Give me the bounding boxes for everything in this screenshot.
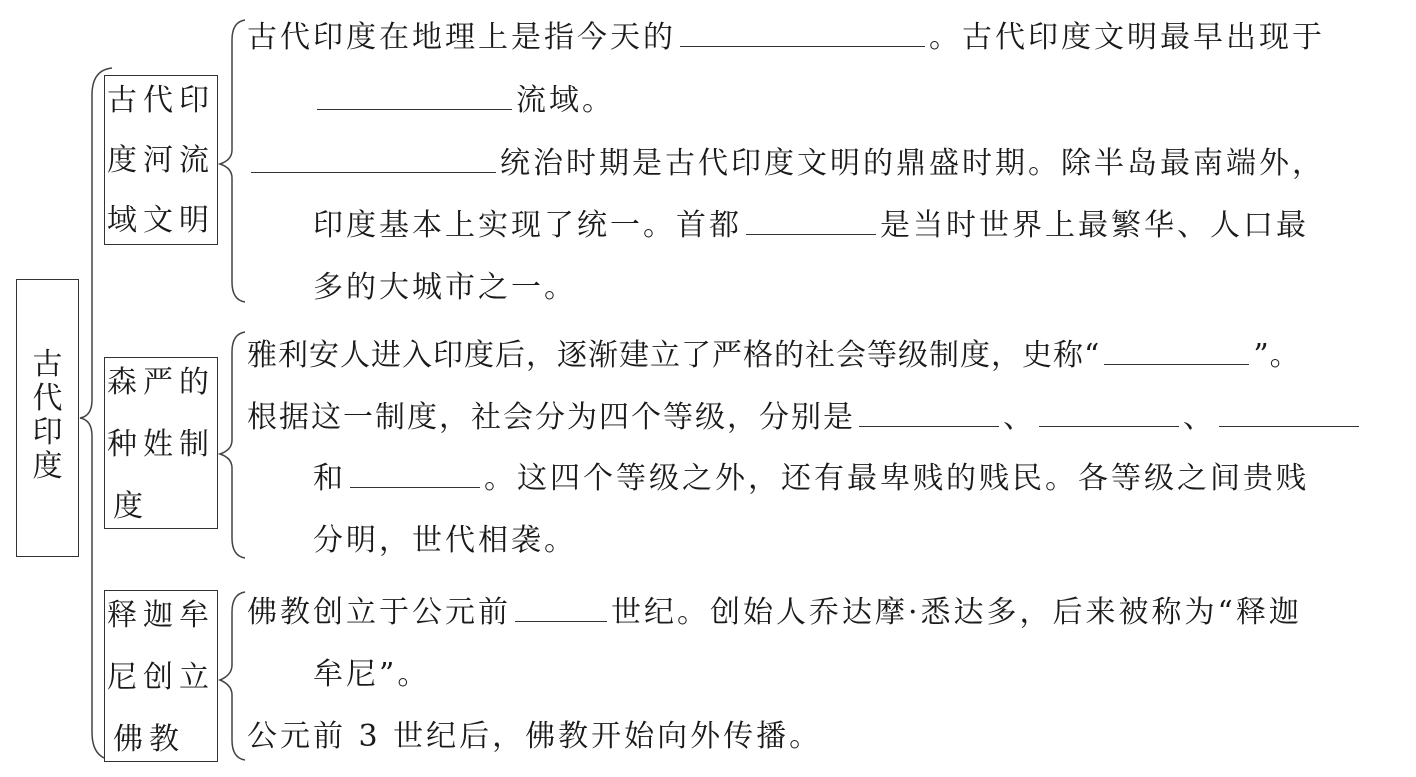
text-segment: 。这四个等级之外，还有最卑贱的贱民。各等级之间贵贱 [484, 461, 1309, 496]
topic2-label-line: 度 [113, 489, 149, 524]
root-topic-box [16, 279, 79, 557]
topic1-line-3 [247, 148, 1325, 179]
root-char: 古 [32, 347, 63, 382]
topic1-label-line: 古代印 [107, 83, 215, 118]
text-segment: 公元前 3 世纪后，佛教开始向外传播。 [247, 719, 823, 754]
fill-blank-region[interactable] [680, 22, 925, 47]
root-char: 印 [32, 415, 63, 450]
text-segment: ”。 [1253, 338, 1301, 373]
text-segment: 雅利安人进入印度后，逐渐建立了严格的社会等级制度，史称“ [247, 338, 1101, 373]
fill-blank-caste-4[interactable] [350, 463, 480, 488]
topic1-label-line: 域文明 [107, 203, 215, 238]
text-segment: 牟尼”。 [313, 657, 431, 692]
fill-blank-caste-3[interactable] [1219, 402, 1359, 427]
topic1-brace [220, 20, 245, 302]
text-segment: 印度基本上实现了统一。首都 [313, 208, 742, 243]
text-segment: 古代印度在地理上是指今天的 [247, 20, 676, 55]
topic3-line-2 [313, 657, 431, 692]
topic3-line-1 [247, 597, 1302, 628]
fill-blank-caste-2[interactable] [1039, 402, 1179, 427]
text-segment: 是当时世界上最繁华、人口最 [880, 208, 1309, 243]
separator: 、 [1183, 400, 1215, 435]
topic2-line-3 [313, 463, 1309, 494]
topic2-line-4 [313, 523, 577, 558]
root-char: 代 [32, 381, 63, 416]
text-segment: 和 [313, 461, 346, 496]
topic2-line-1 [247, 340, 1301, 371]
separator: 、 [1003, 400, 1035, 435]
topic3-label-box [104, 590, 218, 762]
fill-blank-century[interactable] [515, 597, 607, 622]
topic3-line-3 [247, 719, 823, 754]
fill-blank-caste-1[interactable] [859, 402, 999, 427]
topic1-label-box [104, 75, 218, 245]
text-segment: 分明，世代相袭。 [313, 523, 577, 558]
text-segment: 世纪。创始人乔达摩·悉达多，后来被称为“释迦 [611, 595, 1302, 630]
topic1-line-4 [313, 210, 1309, 241]
text-segment: 根据这一制度，社会分为四个等级，分别是 [247, 400, 855, 435]
topic3-label-line: 佛教 [113, 722, 185, 757]
topic2-brace [220, 332, 245, 558]
topic2-label-line: 森严的 [107, 365, 215, 400]
fill-blank-capital[interactable] [746, 210, 876, 235]
topic1-line-2 [313, 85, 615, 116]
topic1-line-5 [313, 270, 577, 305]
topic2-label-line: 种姓制 [107, 427, 215, 462]
text-segment: 。古代印度文明最早出现于 [929, 20, 1325, 55]
topic1-label-line: 度河流 [107, 143, 215, 178]
topic3-label-line: 尼创立 [107, 660, 215, 695]
topic1-line-1 [247, 22, 1325, 53]
topic2-line-2 [247, 402, 1363, 433]
text-segment: 多的大城市之一。 [313, 270, 577, 305]
root-char: 度 [32, 449, 63, 484]
topic2-label-box [104, 357, 218, 529]
topic3-label-line: 释迦牟 [107, 598, 215, 633]
fill-blank-system-name[interactable] [1104, 340, 1249, 365]
fill-blank-dynasty[interactable] [251, 148, 496, 173]
text-segment: 流域。 [516, 83, 615, 118]
text-segment: 统治时期是古代印度文明的鼎盛时期。除半岛最南端外， [500, 146, 1325, 181]
text-segment: 佛教创立于公元前 [247, 595, 511, 630]
fill-blank-river[interactable] [317, 85, 512, 110]
